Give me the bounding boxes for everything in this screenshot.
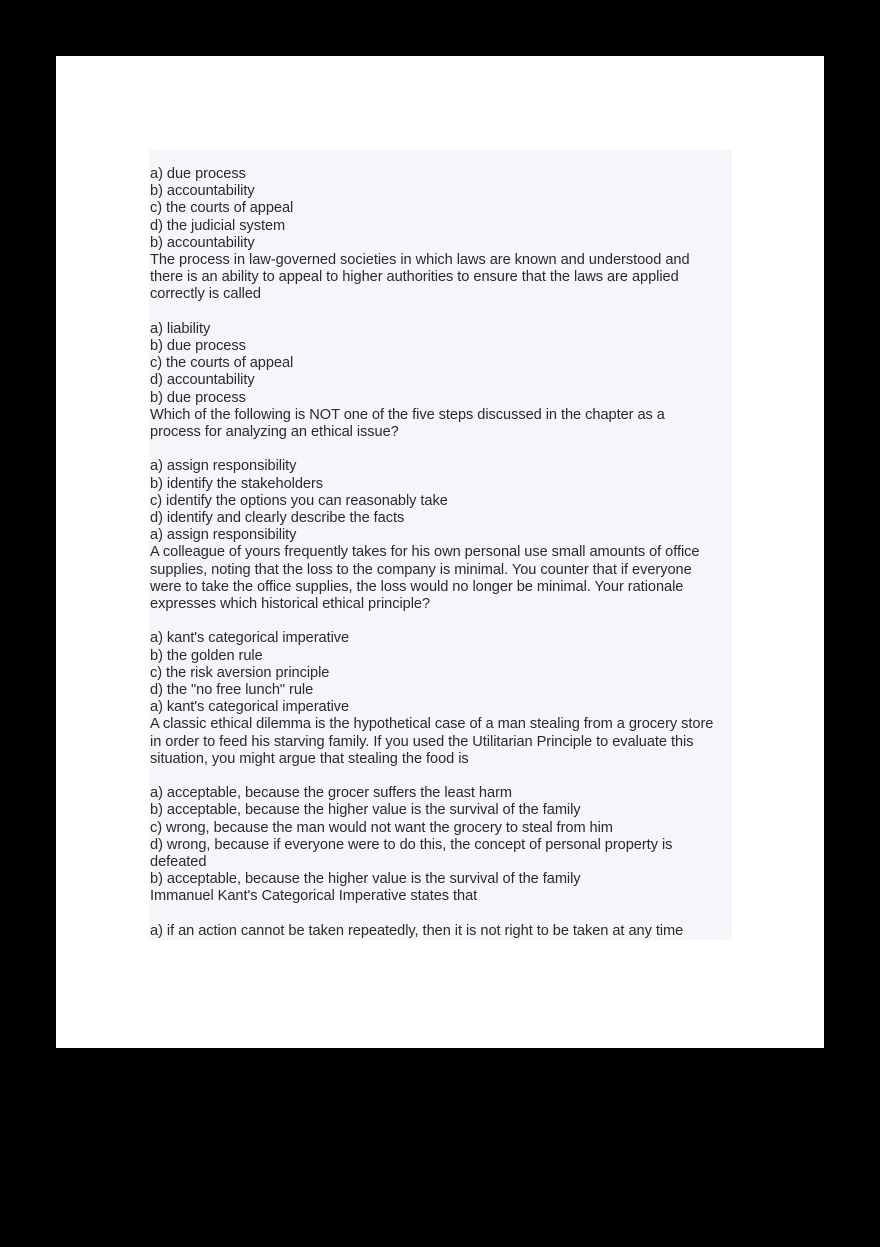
option-line: a) kant's categorical imperative (150, 630, 350, 647)
blank-line (150, 441, 732, 458)
question-text-line: there is an ability to appeal to higher authorities to ensure that the laws are applied (150, 269, 679, 286)
question-text-line: The process in law-governed societies in which laws are known and understood and (150, 252, 690, 269)
option-line: c) the courts of appeal (150, 200, 294, 217)
question-text-line: process for analyzing an ethical issue? (150, 424, 399, 441)
option-line: d) accountability (150, 372, 255, 389)
option-text-line: defeated (150, 854, 207, 871)
answer-line: b) due process (150, 389, 246, 406)
answer-line: a) assign responsibility (150, 527, 297, 544)
option-line: a) liability (150, 320, 211, 337)
question-text-line: expresses which historical ethical principle? (150, 596, 431, 613)
option-line: a) assign responsibility (150, 458, 297, 475)
question-text-line: Immanuel Kant's Categorical Imperative states that (150, 888, 478, 905)
option-line: a) if an action cannot be taken repeatedly, then it is not right to be taken at any time (150, 922, 684, 939)
option-line: c) the risk aversion principle (150, 664, 330, 681)
quiz-text (150, 166, 732, 940)
blank-line (150, 768, 732, 785)
question-text-line: supplies, noting that the loss to the company is minimal. You counter that if everyone (150, 561, 692, 578)
question-text-line: situation, you might argue that stealing the food is (150, 750, 469, 767)
option-line: b) accountability (150, 183, 255, 200)
question-text-line: A colleague of yours frequently takes for his own personal use small amounts of office (150, 544, 700, 561)
option-line: d) identify and clearly describe the facts (150, 510, 405, 527)
answer-line: a) kant's categorical imperative (150, 699, 350, 716)
question-text-line: A classic ethical dilemma is the hypothetical case of a man stealing from a grocery store (150, 716, 714, 733)
question-text-line: were to take the office supplies, the loss would no longer be minimal. Your rationale (150, 578, 684, 595)
answer-line: b) acceptable, because the higher value is the survival of the family (150, 871, 581, 888)
option-line: b) the golden rule (150, 647, 263, 664)
quiz-content-box (149, 150, 732, 940)
option-line: d) the "no free lunch" rule (150, 682, 314, 699)
question-text-line: Which of the following is NOT one of the five steps discussed in the chapter as a (150, 406, 665, 423)
answer-line: b) accountability (150, 234, 255, 251)
option-line: a) acceptable, because the grocer suffers the least harm (150, 785, 512, 802)
option-line: c) identify the options you can reasonably take (150, 492, 448, 509)
question-text-line: correctly is called (150, 286, 261, 303)
option-line: b) identify the stakeholders (150, 475, 324, 492)
option-text-line: d) wrong, because if everyone were to do this, the concept of personal property is (150, 836, 673, 853)
option-line: d) the judicial system (150, 217, 286, 234)
question-text-line: in order to feed his starving family. If you used the Utilitarian Principle to evaluate this (150, 733, 694, 750)
option-line: b) acceptable, because the higher value is the survival of the family (150, 802, 581, 819)
blank-line (150, 304, 732, 321)
document-page (56, 56, 824, 1048)
blank-line (150, 906, 732, 923)
option-line: b) due process (150, 338, 246, 355)
option-line: a) due process (150, 166, 246, 182)
blank-line (150, 613, 732, 630)
option-line: c) the courts of appeal (150, 355, 294, 372)
option-line: c) wrong, because the man would not want the grocery to steal from him (150, 819, 613, 836)
